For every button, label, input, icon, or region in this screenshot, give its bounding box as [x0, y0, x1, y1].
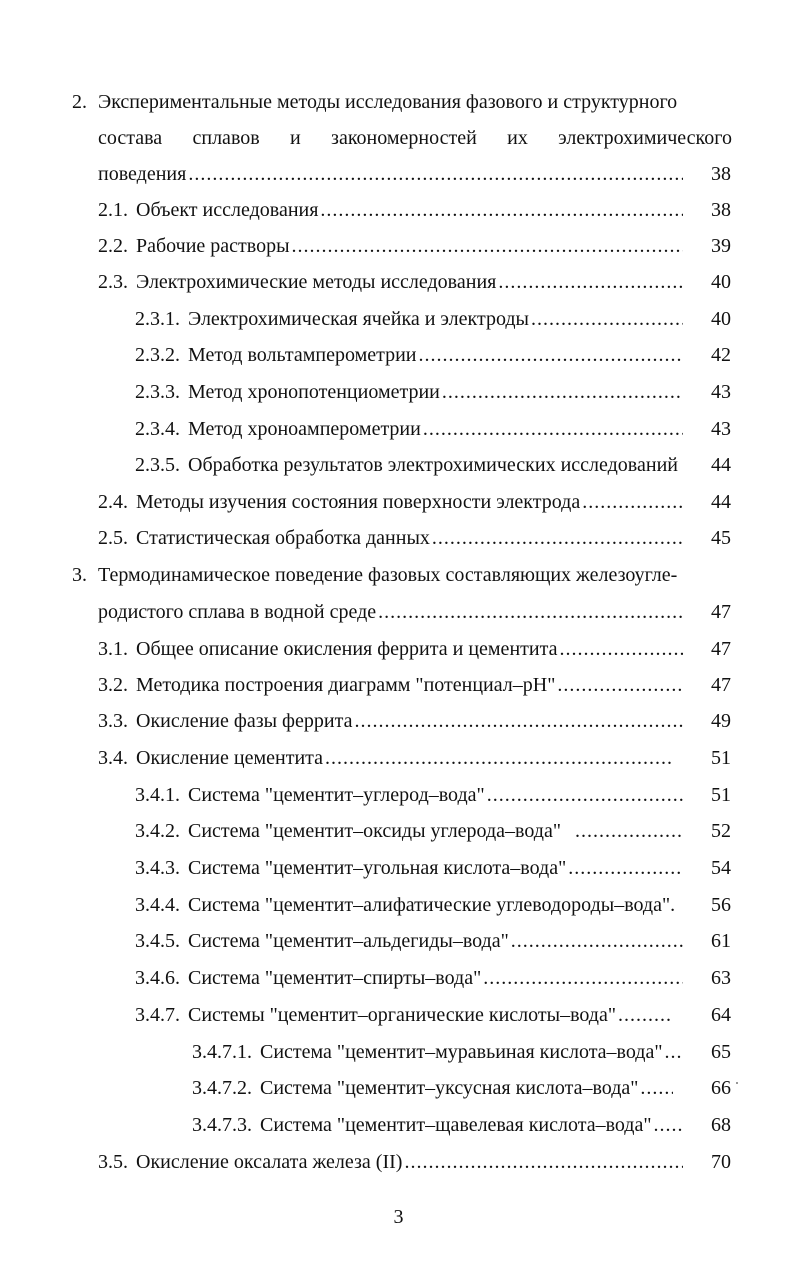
toc-entry	[0, 888, 797, 922]
toc-entry	[0, 924, 797, 958]
toc-leader-dots	[568, 851, 683, 885]
toc-entry	[0, 1071, 797, 1105]
toc-leader-dots	[483, 961, 683, 995]
toc-leader-dots	[582, 485, 683, 519]
toc-page-number: 52	[711, 820, 731, 842]
toc-page-number: 51	[711, 784, 731, 806]
toc-entry-number: 3.4.7.1.	[192, 1041, 252, 1063]
toc-entry	[0, 1145, 797, 1179]
toc-page-number: 47	[711, 601, 731, 623]
toc-leader-dots	[442, 375, 683, 409]
toc-entry-number: 2.3.4.	[135, 418, 180, 440]
toc-entry-number: 3.4.7.3.	[192, 1114, 252, 1136]
toc-section-title-justified	[98, 121, 732, 155]
toc-entry-title: Окисление оксалата железа (II)	[136, 1151, 403, 1173]
toc-page-number: 47	[711, 638, 731, 660]
toc-entry-title: Рабочие растворы	[136, 235, 290, 257]
toc-entry-title: Метод хронопотенциометрии	[188, 381, 440, 403]
toc-entry	[0, 632, 797, 666]
toc-entry-title: Система "цементит–уксусная кислота–вода"	[260, 1077, 639, 1099]
toc-section-title: Экспериментальные методы исследования фазового и структурного	[98, 91, 678, 113]
toc-section-number: 3.	[72, 564, 87, 586]
toc-entry-title: Статистическая обработка данных	[136, 527, 430, 549]
toc-entry-number: 3.1.	[98, 638, 128, 660]
toc-page-number: 56	[711, 894, 731, 916]
toc-page-number: 38	[711, 163, 731, 185]
toc-entry-title: Система "цементит–оксиды углерода–вода"	[188, 820, 561, 842]
toc-entry-number: 3.4.2.	[135, 820, 180, 842]
scan-speck	[736, 1082, 738, 1084]
toc-entry-number: 2.4.	[98, 491, 128, 513]
toc-entry-title: Обработка результатов электрохимических исследований	[188, 454, 678, 476]
toc-entry-number: 3.4.	[98, 747, 128, 769]
toc-entry	[0, 998, 797, 1032]
toc-entry-title: Объект исследования	[136, 199, 319, 221]
toc-page-number: 39	[711, 235, 731, 257]
toc-page-number: 40	[711, 308, 731, 330]
toc-word: закономерностей	[331, 127, 477, 149]
toc-page-number: 63	[711, 967, 731, 989]
toc-leader-dots	[531, 302, 683, 336]
toc-entry	[0, 1035, 797, 1069]
toc-entry	[0, 229, 797, 263]
toc-leader-dots	[432, 521, 683, 555]
toc-entry-number: 3.4.3.	[135, 857, 180, 879]
toc-word: электрохимического	[558, 127, 732, 149]
toc-word: и	[290, 127, 301, 149]
toc-entry	[0, 814, 797, 848]
toc-entry-title: Метод вольтамперометрии	[188, 344, 417, 366]
toc-entry	[0, 668, 797, 702]
toc-leader-dots	[325, 741, 673, 775]
toc-page-number: 44	[711, 491, 731, 513]
toc-entry-title: Система "цементит–спирты–вода"	[188, 967, 482, 989]
toc-page-number: 66	[711, 1077, 731, 1099]
toc-leader-dots	[559, 632, 683, 666]
toc-leader-dots	[404, 1145, 683, 1179]
toc-leader-dots	[188, 157, 683, 191]
toc-section-title: поведения	[98, 163, 187, 185]
toc-entry-number: 3.4.7.2.	[192, 1077, 252, 1099]
toc-leader-dots	[557, 668, 683, 702]
toc-entry	[0, 338, 797, 372]
toc-entry-title: Электрохимическая ячейка и электроды	[188, 308, 529, 330]
toc-entry-number: 3.2.	[98, 674, 128, 696]
toc-entry	[0, 704, 797, 738]
toc-leader-dots	[292, 229, 683, 263]
toc-entry-title: Электрохимические методы исследования	[136, 271, 497, 293]
toc-entry-number: 3.4.5.	[135, 930, 180, 952]
toc-leader-dots	[320, 193, 683, 227]
toc-entry-title: Система "цементит–алифатические углеводороды–вода".	[188, 894, 676, 916]
toc-entry-number: 2.3.5.	[135, 454, 180, 476]
toc-entry	[0, 521, 797, 555]
toc-page-number: 64	[711, 1004, 731, 1026]
toc-entry	[0, 302, 797, 336]
toc-section-title: родистого сплава в водной среде	[98, 601, 377, 623]
toc-entry-number: 2.3.1.	[135, 308, 180, 330]
toc-entry-number: 3.5.	[98, 1151, 128, 1173]
toc-entry	[0, 485, 797, 519]
toc-page-number: 40	[711, 271, 731, 293]
toc-entry-number: 3.3.	[98, 710, 128, 732]
toc-entry-title: Системы "цементит–органические кислоты–вода"	[188, 1004, 617, 1026]
toc-entry-number: 3.4.4.	[135, 894, 180, 916]
toc-entry-number: 3.4.1.	[135, 784, 180, 806]
toc-page-number: 44	[711, 454, 731, 476]
toc-leader-dots	[575, 814, 683, 848]
toc-entry-title: Методы изучения состояния поверхности электрода	[136, 491, 581, 513]
toc-leader-dots	[423, 412, 683, 446]
toc-leader-dots	[378, 595, 683, 629]
toc-entry-number: 2.3.2.	[135, 344, 180, 366]
toc-entry-number: 2.5.	[98, 527, 128, 549]
page-number: 3	[393, 1206, 404, 1228]
toc-page-number: 45	[711, 527, 731, 549]
toc-leader-dots	[511, 924, 683, 958]
toc-entry	[0, 448, 797, 482]
toc-leader-dots	[487, 778, 683, 812]
toc-entry	[0, 1108, 797, 1142]
toc-page-number: 43	[711, 418, 731, 440]
toc-page-number: 70	[711, 1151, 731, 1173]
toc-entry	[0, 961, 797, 995]
toc-entry-title: Система "цементит–угольная кислота–вода"	[188, 857, 567, 879]
toc-word: состава	[98, 127, 163, 149]
toc-section-title: Термодинамическое поведение фазовых составляющих железоугле-	[98, 564, 678, 586]
toc-entry-number: 3.4.7.	[135, 1004, 180, 1026]
toc-leader-dots	[665, 1035, 684, 1069]
toc-page-number: 54	[711, 857, 731, 879]
toc-section-3-line-2	[0, 595, 797, 629]
toc-entry-number: 2.3.3.	[135, 381, 180, 403]
toc-entry-number: 3.4.6.	[135, 967, 180, 989]
toc-leader-dots	[618, 998, 673, 1032]
toc-word: их	[507, 127, 528, 149]
toc-entry-title: Общее описание окисления феррита и цементита	[136, 638, 558, 660]
toc-entry-title: Окисление фазы феррита	[136, 710, 353, 732]
toc-entry-title: Методика построения диаграмм "потенциал–pH"	[136, 674, 556, 696]
toc-entry	[0, 193, 797, 227]
toc-section-2-line-3	[0, 157, 797, 191]
toc-leader-dots	[354, 704, 683, 738]
toc-leader-dots	[419, 338, 684, 372]
toc-entry-title: Система "цементит–альдегиды–вода"	[188, 930, 509, 952]
toc-page-number: 49	[711, 710, 731, 732]
toc-section-3-line-1	[0, 558, 797, 592]
toc-leader-dots	[498, 265, 683, 299]
toc-entry	[0, 741, 797, 775]
toc-page-number: 42	[711, 344, 731, 366]
toc-word: сплавов	[192, 127, 260, 149]
toc-entry	[0, 265, 797, 299]
toc-entry-title: Система "цементит–углерод–вода"	[188, 784, 485, 806]
toc-leader-dots	[654, 1108, 683, 1142]
toc-entry	[0, 778, 797, 812]
toc-page-number: 65	[711, 1041, 731, 1063]
toc-entry	[0, 412, 797, 446]
toc-entry-number: 2.3.	[98, 271, 128, 293]
toc-entry-title: Система "цементит–муравьиная кислота–вода"	[260, 1041, 663, 1063]
toc-entry-title: Окисление цементита	[136, 747, 324, 769]
toc-leader-dots	[640, 1071, 673, 1105]
toc-entry	[0, 375, 797, 409]
toc-page-number: 68	[711, 1114, 731, 1136]
toc-entry-number: 2.1.	[98, 199, 128, 221]
toc-page-number: 51	[711, 747, 731, 769]
toc-section-2-line-2	[0, 121, 797, 155]
toc-entry-title: Система "цементит–щавелевая кислота–вода"	[260, 1114, 652, 1136]
toc-section-number: 2.	[72, 91, 87, 113]
toc-page-number: 38	[711, 199, 731, 221]
toc-page-number: 47	[711, 674, 731, 696]
toc-page-number: 43	[711, 381, 731, 403]
toc-entry-number: 2.2.	[98, 235, 128, 257]
toc-section-2-line-1	[0, 85, 797, 119]
toc-entry	[0, 851, 797, 885]
toc-entry-title: Метод хроноамперометрии	[188, 418, 421, 440]
toc-page-number: 61	[711, 930, 731, 952]
